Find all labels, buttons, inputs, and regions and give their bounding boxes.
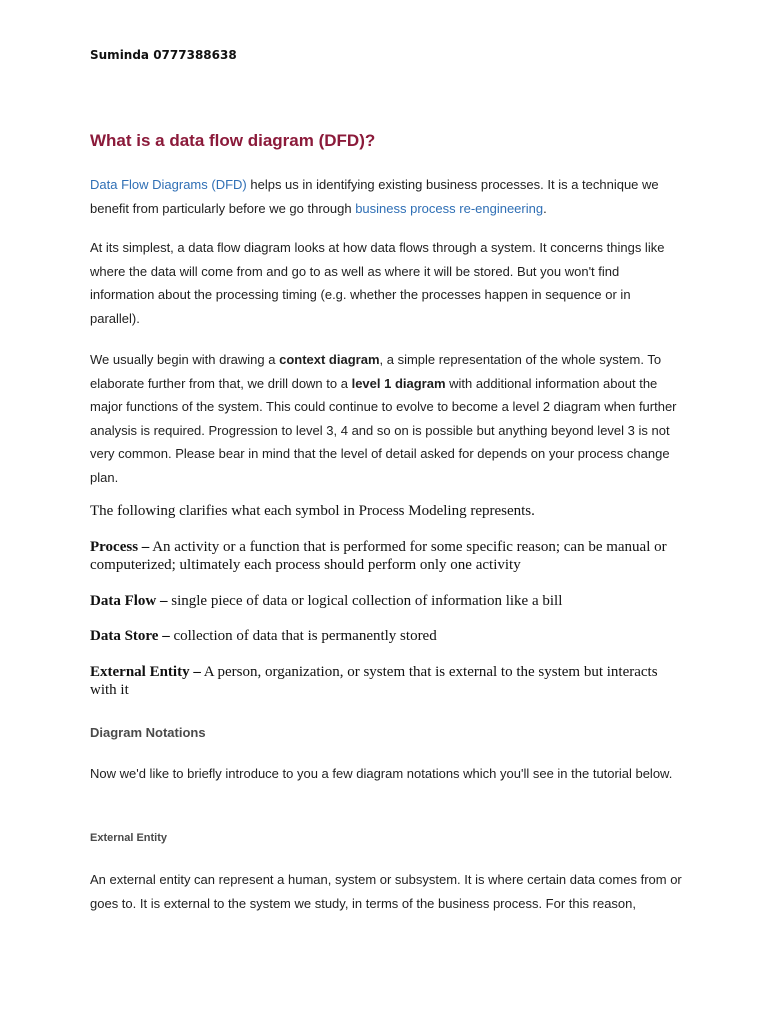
levels-text-3: with additional information about the major functions of the system. This could continue to evolve to become a level 2 diagram when further analysis is required. Progression to level 3, 4 and so on is possible but anything beyond level 3 is not very common. Please bear in mind that the level of detail asked for depends on your process change plan. (90, 375, 677, 485)
intro-text-1: helps us in identifying existing business processes. It is a technique we benefit from particularly before we go through (90, 177, 659, 216)
data-flow-definition (90, 592, 682, 610)
overview-paragraph: At its simplest, a data flow diagram looks at how data flows through a system. It concerns things like where the data will come from and go to as well as where it will be stored. But you won't find information about the processing timing (e.g. whether the processes happen in sequence or in parallel). (90, 240, 665, 326)
intro-paragraph (90, 173, 682, 220)
data-store-desc: collection of data that is permanently stored (169, 628, 437, 644)
data-flow-desc: single piece of data or logical collection of information like a bill (167, 593, 563, 609)
external-entity-desc: A person, organization, or system that is external to the system but interacts with it (90, 664, 658, 698)
levels-paragraph (90, 348, 682, 489)
author-header: Suminda 0777388638 (90, 48, 237, 62)
external-entity-paragraph: An external entity can represent a human, system or subsystem. It is where certain data comes from or goes to. It is external to the system we study, in terms of the business process. For this reason, (90, 872, 682, 911)
bpr-link[interactable]: business process re-engineering (355, 200, 544, 216)
process-definition (90, 538, 682, 574)
data-flow-term: Data Flow – (90, 593, 168, 609)
data-store-definition (90, 627, 682, 645)
page-title: What is a data flow diagram (DFD)? (90, 131, 376, 150)
intro-text-2: . (543, 200, 547, 216)
level1-diagram-term: level 1 diagram (351, 375, 446, 391)
process-desc: An activity or a function that is performed for some specific reason; can be manual or computerized; ultimately each process should perform only one activity (90, 539, 667, 573)
notations-intro: Now we'd like to briefly introduce to you a few diagram notations which you'll see in the tutorial below. (90, 766, 673, 781)
diagram-notations-heading: Diagram Notations (90, 725, 206, 740)
dfd-link[interactable]: Data Flow Diagrams (DFD) (90, 177, 247, 192)
symbols-intro: The following clarifies what each symbol in Process Modeling represents. (90, 503, 535, 519)
process-term: Process – (90, 539, 150, 555)
levels-text-1: We usually begin with drawing a (90, 352, 280, 367)
external-entity-term: External Entity – (90, 664, 201, 680)
data-store-term: Data Store – (90, 628, 170, 644)
external-entity-definition (90, 663, 682, 699)
external-entity-heading: External Entity (90, 832, 168, 844)
context-diagram-term: context diagram (279, 352, 380, 367)
levels-text-2: , a simple representation of the whole system. To elaborate further from that, we drill down to a (90, 352, 662, 391)
